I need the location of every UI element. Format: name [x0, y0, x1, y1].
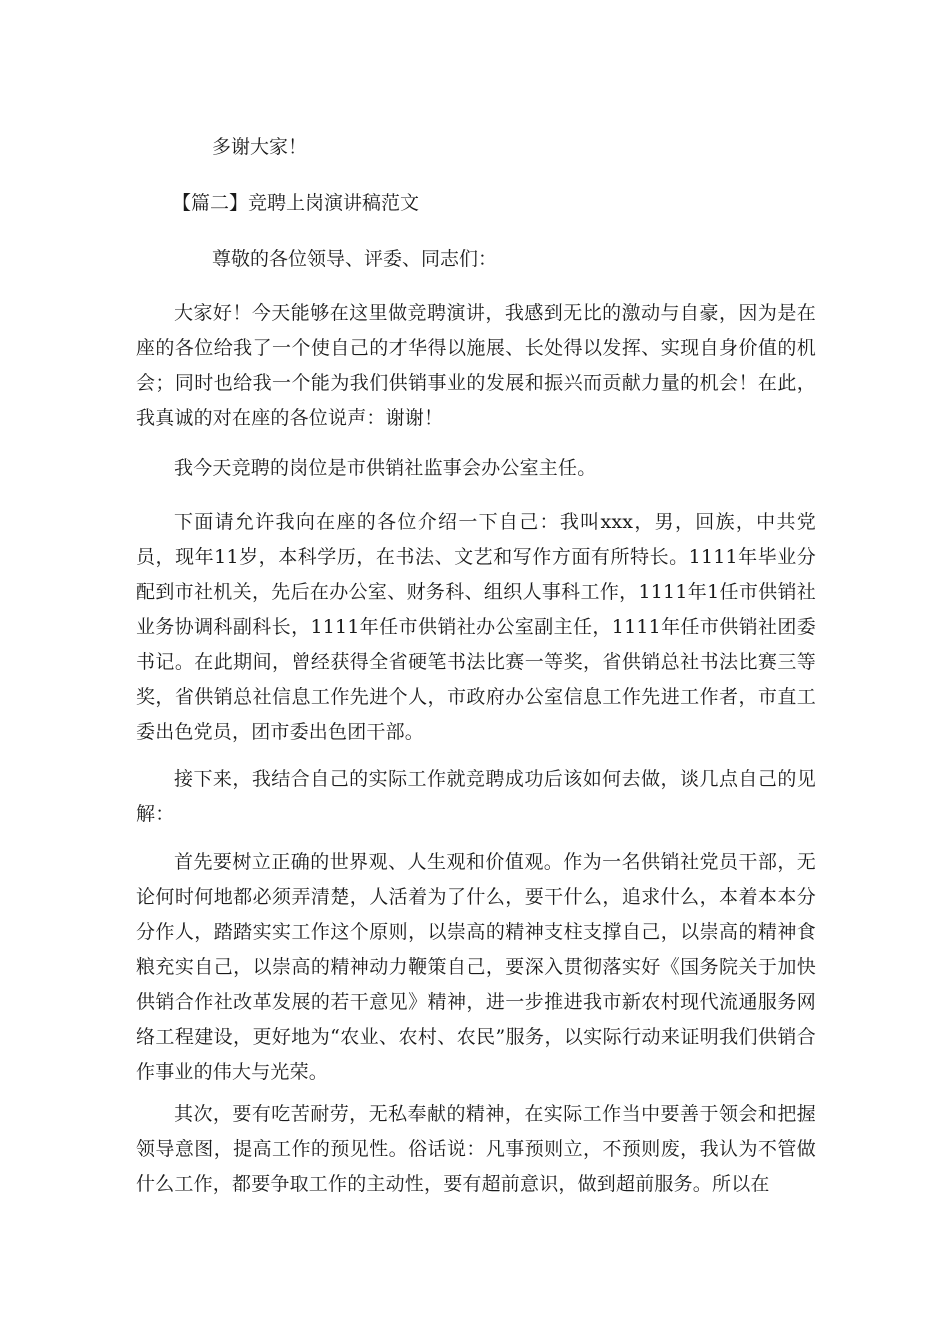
paragraph-self-intro: 下面请允许我向在座的各位介绍一下自己：我叫xxx，男，回族，中共党员，现年11岁，本科学历，在书法、文艺和写作方面有所特长。1111年毕业分配到市社机关，先后在办公室、财务科、组织人事科工作，1111年1任市供销社业务协调科副科长，1111年任市供销社办公室副主任，1111年任市供销社团委书记。在此期间，曾经获得全省硬笔书法比赛一等奖，省供销总社书法比赛三等奖，省供销总社信息工作先进个人，市政府办公室信息工作先进工作者，市直工委出色党员，团市委出色团干部。 — [136, 511, 817, 743]
paragraph-first-point: 首先要树立正确的世界观、人生观和价值观。作为一名供销社党员干部，无论何时何地都必须弄清楚，人活着为了什么，要干什么，追求什么，本着本本分分作人，踏踏实实工作这个原则，以崇高的精神支柱支撑自己，以崇高的精神食粮充实自己，以崇高的精神动力鞭策自己，要深入贯彻落实好《国务院关于加快供销合作社改革发展的若干意见》精神，进一步推进我市新农村现代流通服务网络工程建设，更好地为“农业、农村、农民”服务，以实际行动来证明我们供销合作事业的伟大与光荣。 — [136, 851, 816, 1083]
paragraph-greeting: 大家好！今天能够在这里做竞聘演讲，我感到无比的激动与自豪，因为是在座的各位给我了一个使自己的才华得以施展、长处得以发挥、实现自身价值的机会；同时也给我一个能为我们供销事业的发展和振兴而贡献力量的机会！在此，我真诚的对在座的各位说声：谢谢！ — [136, 302, 816, 429]
paragraph-second-point: 其次，要有吃苦耐劳，无私奉献的精神，在实际工作当中要善于领会和把握领导意图，提高工作的预见性。俗话说：凡事预则立，不预则废，我认为不管做什么工作，都要争取工作的主动性，要有超前意识，做到超前服务。所以在 — [136, 1103, 816, 1195]
salutation: 尊敬的各位领导、评委、同志们： — [212, 248, 498, 270]
closing-thanks: 多谢大家！ — [212, 136, 308, 158]
paragraph-position: 我今天竞聘的岗位是市供销社监事会办公室主任。 — [174, 457, 597, 479]
paragraph-transition: 接下来，我结合自己的实际工作就竞聘成功后该如何去做，谈几点自己的见解： — [136, 768, 816, 825]
section-heading: 【篇二】竞聘上岗演讲稿范文 — [172, 192, 420, 214]
